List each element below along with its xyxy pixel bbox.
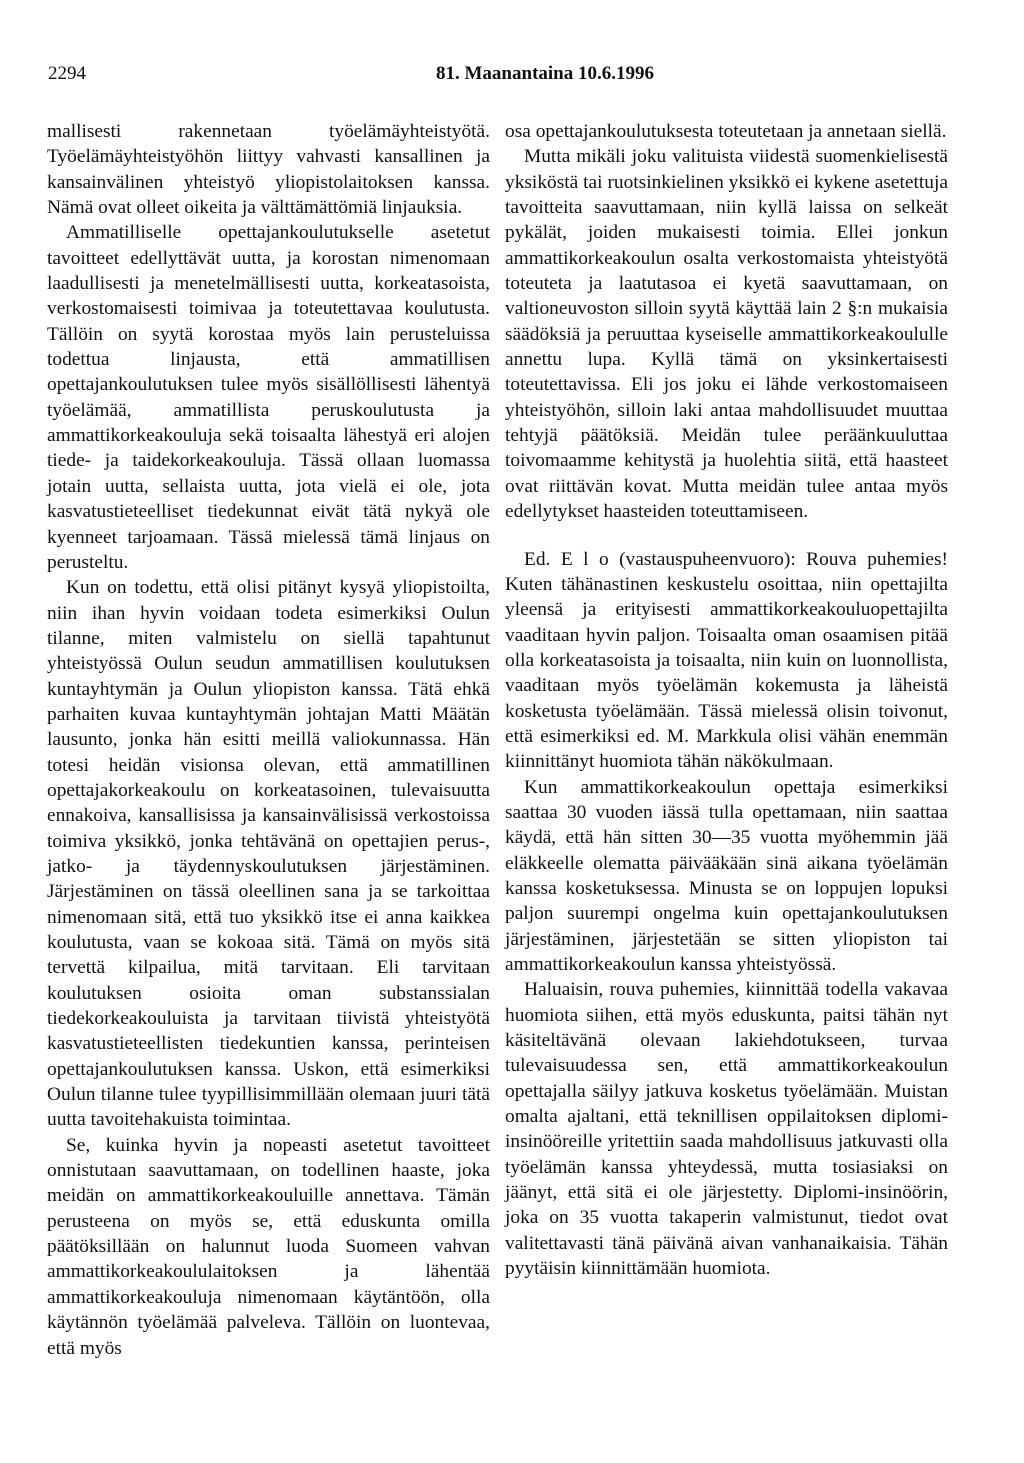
paragraph: osa opettajankoulutuksesta toteutetaan ja annetaan siellä. <box>505 121 947 142</box>
paragraph: mallisesti rakennetaan työelämäyhteistyötä. Työelämäyhteistyöhön liittyy vahvasti kansallinen ja kansainvälinen yhteistyö yliopistolaitoksen kanssa. Nämä ovat olleet oikeita ja välttämättömiä linjauksia. <box>47 121 490 219</box>
paragraph: Kun ammattikorkeakoulun opettaja esimerkiksi saattaa 30 vuoden iässä tulla opettamaan, niin saattaa käydä, että hän sitten 30—35 vuotta myöhemmin jää eläkkeelle olematta päivääkään sinä aikana työelämän kanssa kosketuksessa. Minusta se on loppujen lopuksi paljon suurempi ongelma kuin opettajankoulutuksen järjestäminen, järjestetään se sitten yliopiston tai ammattikorkeakoulun kanssa yhteistyössä. <box>505 776 948 975</box>
paragraph: Kun on todettu, että olisi pitänyt kysyä yliopistoilta, niin ihan hyvin voidaan todeta esimerkiksi Oulun tilanne, miten valmistelu on siellä tapahtunut yhteistyössä Oulun seudun ammatillisen koulutuksen kuntayhtymän ja Oulun yliopiston kanssa. Tätä ehkä parhaiten kuvaa kuntayhtymän johtajan Matti Määtän lausunto, jonka hän esitti meillä valiokunnassa. Hän totesi heidän visionsa olevan, että ammatillinen opettajakorkeakoulu on korkeatasoinen, tulevaisuutta ennakoiva, kansallisissa ja kansainvälisissä verkostoissa toimiva yksikkö, jonka tehtävänä on opettajien perus-, jatko- ja täydennyskoulutuksen järjestäminen. Järjestäminen on tässä oleellinen sana ja se tarkoittaa nimenomaan sitä, että tuo yksikkö itse ei anna kaikkea koulutusta, vaan se kokoaa sitä. Tämä on myös sitä tervettä kilpailua, mitä tarvitaan. Eli tarvitaan koulutuksen osioita oman substanssialan tiedekorkeakouluista ja tarvitaan tiivistä yhteistyötä kasvatustieteellisten tiedekuntien kanssa, perinteisen opettajankoulutuksen kanssa. Uskon, että esimerkiksi Oulun tilanne tulee tyypillisimmillään olemaan juuri tätä uutta tavoitehakuista toimintaa. <box>47 577 490 1131</box>
right-column <box>505 119 948 1281</box>
running-head: 81. Maanantaina 10.6.1996 <box>436 63 654 84</box>
paragraph: Ammatilliselle opettajankoulutukselle asetetut tavoitteet edellyttävät uutta, ja korostan nimenomaan laadullisesti ja menetelmällisesti uutta, korkeatasoista, verkostomaisesti toimivaa ja toteutettavaa koulutusta. Tällöin on syytä korostaa myös lain perusteluissa todettua linjausta, että ammatillisen opettajankoulutuksen tulee myös sisällöllisesti lähentyä työelämää, ammatillista peruskoulutusta ja ammattikorkeakouluja sekä toisaalta lähestyä eri alojen tiede- ja taidekorkeakouluja. Tässä ollaan luomassa jotain uutta, sellaista uutta, jota vielä ei ole, jota kasvatustieteelliset tiedekunnat eivät tätä nykyä ole kyenneet tarjoamaan. Tässä mielessä tämä linjaus on perusteltu. <box>47 222 490 573</box>
left-column <box>47 119 490 1361</box>
speaker-paragraph: Ed. E l o (vastauspuheenvuoro): Rouva puhemies! Kuten tähänastinen keskustelu osoittaa, niin opettajilta yleensä ja erityisesti ammattikorkeakouluopettajilta vaaditaan hyvin paljon. Toisaalta oman osaamisen pitää olla korkeatasoista ja toisaalta, niin kuin on luonnollista, vaaditaan myös työelämän kokemusta ja läheistä kosketusta työelämään. Tässä mielessä olisin toivonut, että esimerkiksi ed. M. Markkula olisi vähän enemmän kiinnittänyt huomiota tähän näkökulmaan. <box>505 548 948 773</box>
paragraph: Se, kuinka hyvin ja nopeasti asetetut tavoitteet onnistutaan saavuttamaan, on todellinen haaste, joka meidän on ammattikorkeakouluille annettava. Tämän perusteena on myös se, että eduskunta omilla päätöksillään on halunnut luoda Suomeen vahvan ammattikorkeakoululaitoksen ja lähentää ammattikorkeakouluja nimenomaan käytäntöön, olla käytännön työelämää palveleva. Tällöin on luontevaa, että myös <box>47 1134 490 1359</box>
paragraph: Haluaisin, rouva puhemies, kiinnittää todella vakavaa huomiota siihen, että myös eduskunta, paitsi tähän nyt käsiteltävänä olevaan lakiehdotukseen, turvaa tulevaisuudessa sen, että ammattikorkeakoulun opettajalla säilyy jatkuva kosketus työelämään. Muistan omalta ajaltani, että teknillisen oppilaitoksen diplomi-insinööreille yritettiin saada mahdollisuus jatkuvasti olla työelämän kanssa yhteydessä, mutta tosiasiaksi on jäänyt, että sitä ei ole järjestetty. Diplomi-insinöörin, joka on 35 vuotta takaperin valmistunut, tiedot ovat valitettavasti tänä päivänä aivan vanhanaikaisia. Tähän pyytäisin kiinnittämään huomiota. <box>505 979 948 1280</box>
page-number: 2294 <box>48 63 86 84</box>
paragraph: Mutta mikäli joku valituista viidestä suomenkielisestä yksiköstä tai ruotsinkielinen yksikkö ei kykene asetettuja tavoitteita saavuttamaan, niin kyllä laissa on selkeät pykälät, joiden mukaisesti toimia. Ellei jonkun ammattikorkeakoulun osalta verkostomaista yhteistyötä toteuteta ja laatutasoa ei kyetä saavuttamaan, on valtioneuvoston silloin syytä käyttää lain 2 §:n mukaisia säädöksiä ja peruuttaa kyseiselle ammattikorkeakoululle annettu lupa. Kyllä tämä on yksinkertaisesti toteutettavissa. Eli jos joku ei lähde verkostomaiseen yhteistyöhön, silloin laki antaa mahdollisuudet muuttaa tehtyjä päätöksiä. Meidän tulee peräänkuuluttaa toivomaamme kehitystä ja huolehtia siitä, että haasteet ovat riittävän kovat. Mutta meidän tulee antaa myös edellytykset haasteiden toteuttamiseen. <box>505 146 948 523</box>
